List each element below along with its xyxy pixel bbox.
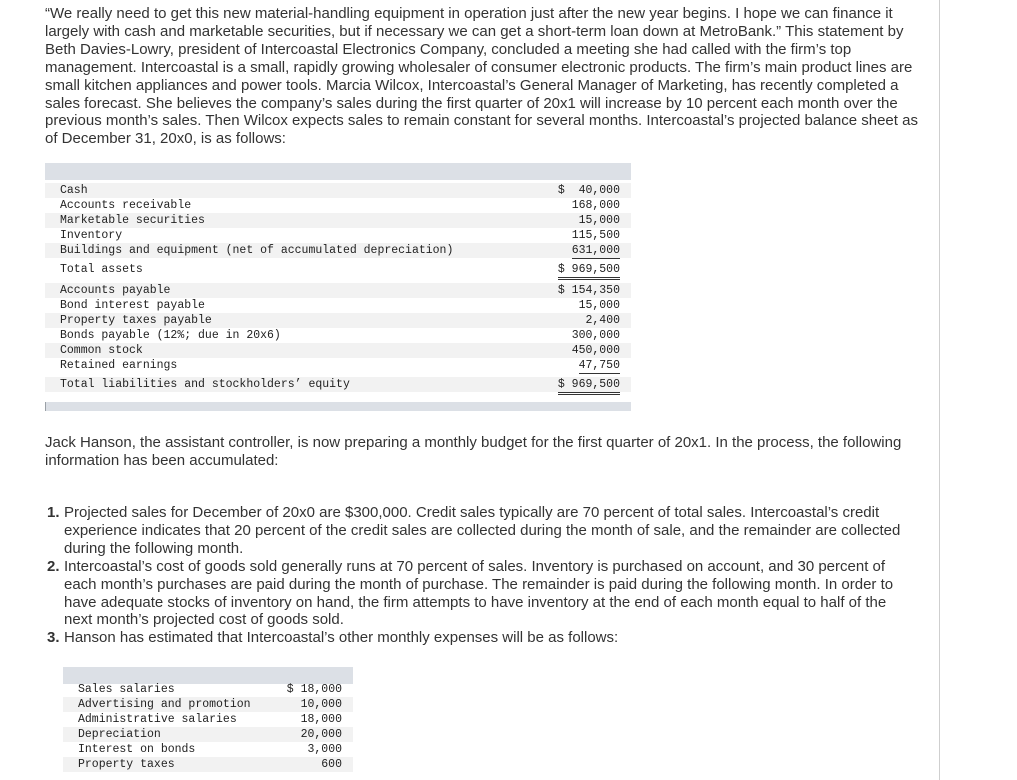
balance-sheet-header <box>45 163 631 180</box>
table-row <box>45 198 631 213</box>
expenses-table <box>63 667 353 780</box>
row-amount: 20,000 <box>300 728 342 741</box>
row-label: Total assets <box>60 263 143 276</box>
balance-sheet-footer-edge <box>45 402 46 411</box>
row-label: Buildings and equipment (net of accumulated depreciation) <box>60 244 454 257</box>
row-label: Common stock <box>60 344 143 357</box>
table-row <box>63 757 353 772</box>
row-amount: $ 40,000 <box>557 184 620 197</box>
row-amount: 18,000 <box>300 713 342 726</box>
balance-sheet-footer <box>45 402 631 411</box>
table-row <box>45 183 631 198</box>
table-row <box>45 343 631 358</box>
row-label: Accounts payable <box>60 284 171 297</box>
list-text: Intercoastal’s cost of goods sold generally runs at 70 percent of sales. Inventory is purchased on account, and 30 percent of each month’s purchases are paid during the month of purchase. The remainder is paid during the following month. In order to have adequate stocks of inventory on hand, the firm attempts to have inventory at the end of each month equal to half of the next month’s projected cost of goods sold. <box>64 557 894 629</box>
table-row <box>45 298 631 313</box>
row-amount: 450,000 <box>571 344 620 357</box>
intro-paragraph: “We really need to get this new material-handling equipment in operation just after the new year begins. I hope we can finance it largely with cash and marketable securities, but if necessary we can get a short-term loan down at MetroBank.” This statement by Beth Davies-Lowry, president of Intercoastal Electronics Company, concluded a meeting she had called with the firm’s top management. Intercoastal is a small, rapidly growing wholesaler of consumer electronic products. The firm’s main product lines are small kitchen appliances and power tools. Marcia Wilcox, Intercoastal’s General Manager of Marketing, has recently completed a sales forecast. She believes the company’s sales during the first quarter of 20x1 will increase by 10 percent each month over the previous month’s sales. Then Wilcox expects sales to remain constant for several months. Intercoastal’s projected balance sheet as of December 31, 20x0, is as follows: <box>45 5 918 148</box>
transition-paragraph: Jack Hanson, the assistant controller, is now preparing a monthly budget for the first quarter of 20x1. In the process, the following information has been accumulated: <box>45 434 902 469</box>
row-label: Total liabilities and stockholders’ equity <box>60 378 350 391</box>
info-list <box>45 504 905 647</box>
table-row-total <box>45 262 631 277</box>
row-label: Administrative salaries <box>78 713 237 726</box>
table-row <box>63 727 353 742</box>
row-label: Bond interest payable <box>60 299 205 312</box>
list-item <box>45 558 905 630</box>
table-row <box>45 328 631 343</box>
row-amount: 2,400 <box>585 314 620 327</box>
row-label: Retained earnings <box>60 359 178 372</box>
table-row <box>63 712 353 727</box>
row-amount: 47,750 <box>578 359 620 372</box>
table-row <box>63 682 353 697</box>
row-label: Sales salaries <box>78 683 175 696</box>
list-text: Projected sales for December of 20x0 are $300,000. Credit sales typically are 70 percent of total sales. Intercoastal’s credit experience indicates that 20 percent of the credit sales are collected during the month of sale, and the remainder are collected during the following month. <box>64 504 901 557</box>
table-row <box>45 358 631 373</box>
row-amount: $ 154,350 <box>557 284 620 297</box>
table-row-total <box>45 377 631 392</box>
row-label: Advertising and promotion <box>78 698 251 711</box>
row-amount: 600 <box>321 758 342 771</box>
list-item <box>45 504 905 558</box>
row-label: Property taxes <box>78 758 175 771</box>
table-row <box>63 742 353 757</box>
row-amount: 3,000 <box>307 743 342 756</box>
row-amount: $ 969,500 <box>558 377 620 395</box>
row-amount: 300,000 <box>571 329 620 342</box>
list-number: 1. <box>47 504 60 521</box>
row-label: Accounts receivable <box>60 199 192 212</box>
row-amount: 115,500 <box>571 229 620 242</box>
list-number: 2. <box>47 557 60 575</box>
row-amount: 15,000 <box>578 299 620 312</box>
table-row <box>45 283 631 298</box>
row-label: Bonds payable (12%; due in 20x6) <box>60 329 281 342</box>
list-text: Hanson has estimated that Intercoastal’s other monthly expenses will be as follows: <box>64 629 619 647</box>
table-row <box>45 228 631 243</box>
balance-sheet-table <box>45 163 631 412</box>
table-row <box>45 313 631 328</box>
row-label: Inventory <box>60 229 123 242</box>
row-amount: $ 969,500 <box>558 262 620 280</box>
row-amount: $ 18,000 <box>286 683 342 696</box>
row-label: Cash <box>60 184 88 197</box>
row-amount: 168,000 <box>571 199 620 212</box>
row-amount: 10,000 <box>300 698 342 711</box>
row-label: Interest on bonds <box>78 743 196 756</box>
list-item <box>45 629 905 647</box>
row-label: Property taxes payable <box>60 314 212 327</box>
row-label: Marketable securities <box>60 214 205 227</box>
page-right-border <box>939 0 940 780</box>
table-row <box>45 243 631 258</box>
table-row <box>63 697 353 712</box>
row-amount: 15,000 <box>578 214 620 227</box>
list-number: 3. <box>47 629 60 647</box>
row-amount: 631,000 <box>571 244 620 257</box>
table-row <box>45 213 631 228</box>
row-label: Depreciation <box>78 728 161 741</box>
